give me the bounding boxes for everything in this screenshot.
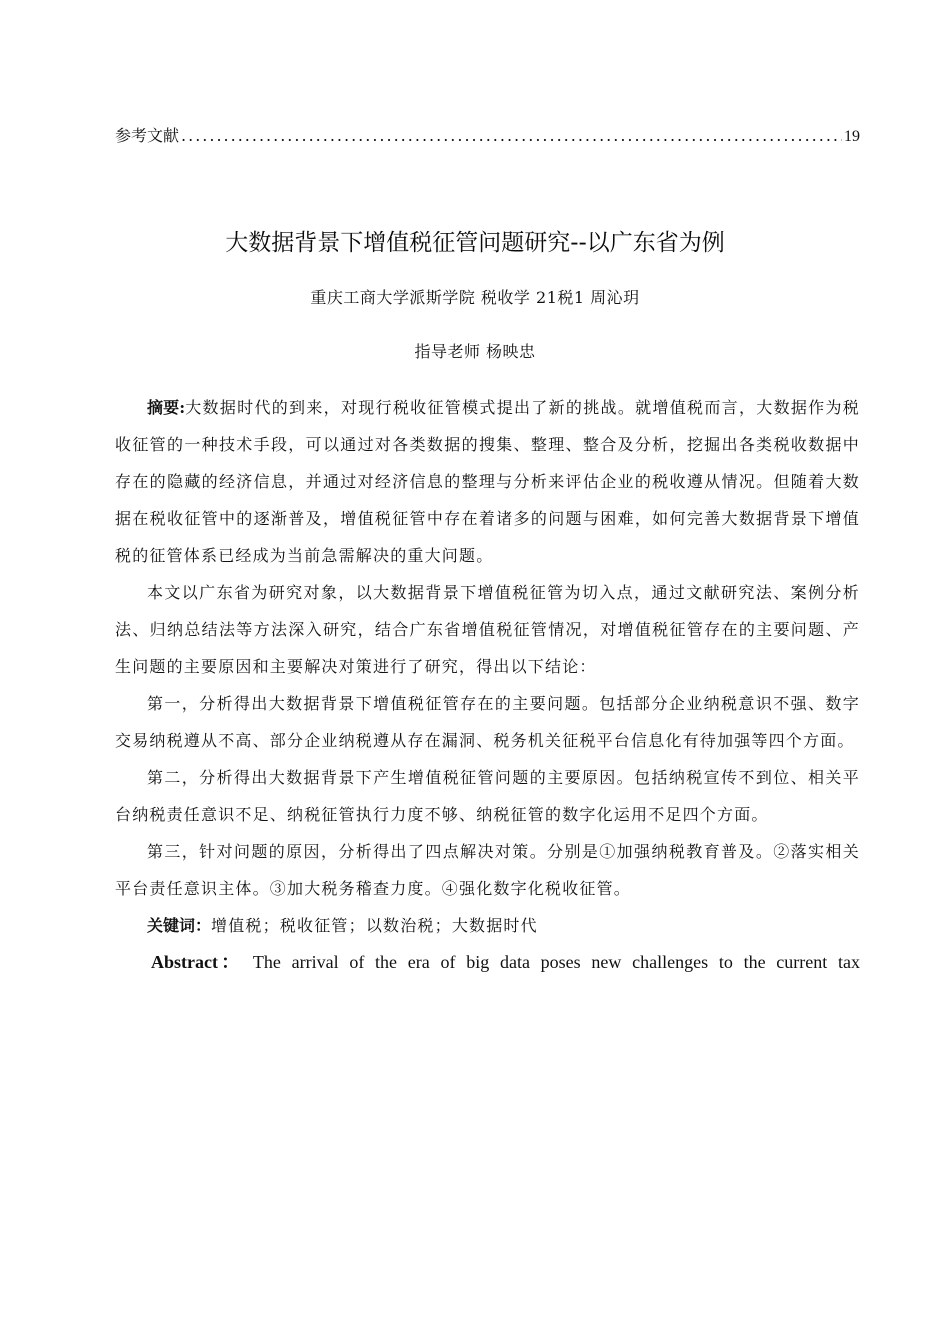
english-abstract-paragraph bbox=[115, 944, 860, 981]
keywords-paragraph bbox=[115, 907, 860, 944]
keywords-text: 增值税；税收征管；以数治税；大数据时代 bbox=[211, 916, 538, 935]
english-abstract-label: Abstract： bbox=[151, 952, 243, 972]
abstract-paragraph-3: 第一，分析得出大数据背景下增值税征管存在的主要问题。包括部分企业纳税意识不强、数字交易纳税遵从不高、部分企业纳税遵从存在漏洞、税务机关征税平台信息化有待加强等四个方面。 bbox=[115, 694, 860, 750]
abstract-paragraph-5: 第三，针对问题的原因，分析得出了四点解决对策。分别是①加强纳税教育普及。②落实相关平台责任意识主体。③加大税务稽查力度。④强化数字化税收征管。 bbox=[115, 842, 860, 898]
abstract-text-1: 大数据时代的到来，对现行税收征管模式提出了新的挑战。就增值税而言，大数据作为税收征管的一种技术手段，可以通过对各类数据的搜集、整理、整合及分析，挖掘出各类税收数据中存在的隐藏的经济信息，并通过对经济信息的整理与分析来评估企业的税收遵从情况。但随着大数据在税收征管中的逐渐普及，增值税征管中存在着诸多的问题与困难，如何完善大数据背景下增值税的征管体系已经成为当前急需解决的重大问题。 bbox=[115, 398, 860, 565]
toc-leader-dots bbox=[181, 124, 842, 148]
abstract-paragraph-1 bbox=[115, 389, 860, 574]
toc-entry-references[interactable] bbox=[115, 124, 860, 148]
english-abstract-text: The arrival of the era of big data poses new challenges to the current tax bbox=[252, 952, 860, 972]
abstract-paragraph-4: 第二，分析得出大数据背景下产生增值税征管问题的主要原因。包括纳税宣传不到位、相关平台纳税责任意识不足、纳税征管执行力度不够、纳税征管的数字化运用不足四个方面。 bbox=[115, 768, 860, 824]
advisor-line: 指导老师 杨映忠 bbox=[414, 342, 536, 361]
author-line: 重庆工商大学派斯学院 税收学 21税1 周沁玥 bbox=[310, 288, 640, 307]
toc-page-number: 19 bbox=[844, 128, 860, 145]
paper-title: 大数据背景下增值税征管问题研究--以广东省为例 bbox=[225, 230, 725, 256]
abstract-label: 摘要: bbox=[147, 398, 186, 417]
toc-label: 参考文献 bbox=[115, 126, 180, 145]
keywords-label: 关键词： bbox=[147, 916, 212, 935]
abstract-paragraph-2: 本文以广东省为研究对象，以大数据背景下增值税征管为切入点，通过文献研究法、案例分析法、归纳总结法等方法深入研究，结合广东省增值税征管情况，对增值税征管存在的主要问题、产生问题的主要原因和主要解决对策进行了研究，得出以下结论： bbox=[115, 583, 860, 676]
abstract-body bbox=[115, 389, 860, 981]
